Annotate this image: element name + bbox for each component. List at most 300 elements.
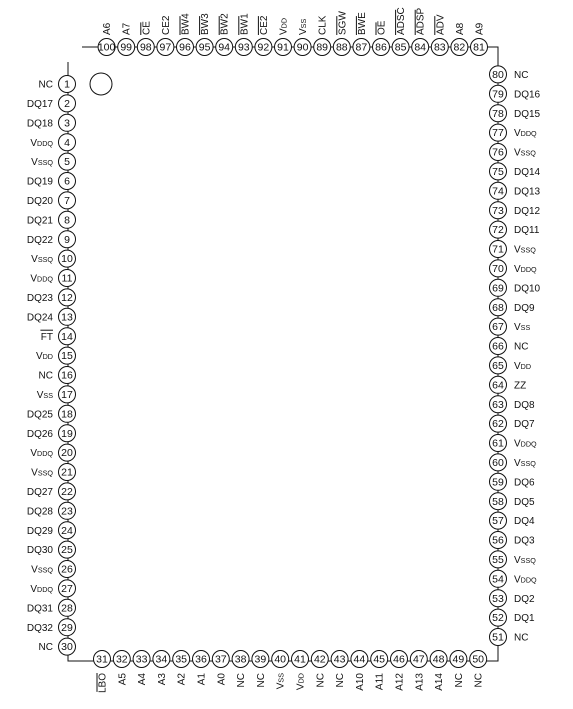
pin-64-number: 64 xyxy=(492,379,504,392)
pin-52-number: 52 xyxy=(492,612,504,625)
pin-71 xyxy=(490,241,537,258)
pin-92-label: CE2 xyxy=(258,15,270,35)
pin-33-number: 33 xyxy=(135,653,148,666)
pin-5-number: 5 xyxy=(64,156,70,169)
pin-62-label: DQ7 xyxy=(514,419,535,431)
pin-24-label: DQ29 xyxy=(26,525,53,537)
pin-17-label: VSS xyxy=(36,390,53,401)
pin-20 xyxy=(30,444,75,461)
pin-84-label: ADSP xyxy=(415,7,427,35)
pin-25 xyxy=(27,541,76,558)
pin-70-label: VDDQ xyxy=(514,264,537,275)
pin-44 xyxy=(351,651,368,691)
pin-3-label: DQ18 xyxy=(26,118,53,130)
pins-layer xyxy=(27,7,541,693)
pin-63 xyxy=(490,396,536,413)
pin-43-number: 43 xyxy=(333,653,346,666)
pin-85-number: 85 xyxy=(394,41,407,54)
pin-52-label: DQ1 xyxy=(514,613,535,625)
pin-90-label: VSS xyxy=(298,18,310,35)
pin-84 xyxy=(412,7,429,55)
pin-11 xyxy=(30,270,75,287)
pin-23 xyxy=(27,502,76,519)
pin-91 xyxy=(275,18,292,56)
pin-43 xyxy=(331,651,348,688)
pin-19-number: 19 xyxy=(61,427,73,440)
pin-48-label: A14 xyxy=(434,673,446,691)
pin-9-number: 9 xyxy=(64,233,70,246)
pin-4 xyxy=(30,134,75,151)
pin-74-label: DQ13 xyxy=(514,186,541,198)
pin-72-label: DQ11 xyxy=(514,225,540,237)
pin-44-label: A10 xyxy=(354,673,366,691)
pin-13-number: 13 xyxy=(61,311,73,324)
pin-76-number: 76 xyxy=(492,146,504,159)
pin-29 xyxy=(27,619,76,636)
pin-67-number: 67 xyxy=(492,321,504,334)
pin-92-number: 92 xyxy=(257,41,270,54)
pin-44-number: 44 xyxy=(353,653,366,666)
pin-39-label: NC xyxy=(255,673,267,688)
pin-68-number: 68 xyxy=(492,301,504,314)
pin-52 xyxy=(490,609,536,626)
pin-10-label: VSSQ xyxy=(31,254,53,266)
pin-18-number: 18 xyxy=(61,408,73,421)
pin-55-number: 55 xyxy=(492,554,504,566)
pin-30 xyxy=(39,638,76,655)
pin-96-number: 96 xyxy=(179,41,191,54)
pin-93 xyxy=(235,13,252,56)
pin-72-number: 72 xyxy=(492,224,504,237)
pin-36-label: A1 xyxy=(196,673,208,686)
pin-69 xyxy=(490,279,541,296)
pin-11-label: VDDQ xyxy=(30,273,53,285)
pin-85 xyxy=(392,7,409,55)
pin-11-number: 11 xyxy=(61,272,73,285)
pin-81-label: A9 xyxy=(474,22,486,35)
pin-33 xyxy=(133,651,150,686)
pin-17 xyxy=(37,386,76,403)
pin-13 xyxy=(27,308,76,325)
pin-3 xyxy=(27,114,76,131)
pin-60-number: 60 xyxy=(492,457,504,469)
pin-91-number: 91 xyxy=(277,41,289,54)
pin-64 xyxy=(490,376,527,393)
pin-95-label: BW3 xyxy=(200,13,212,35)
pin-95-number: 95 xyxy=(198,41,211,54)
pin-27-label: VDDQ xyxy=(30,584,53,595)
pin-59 xyxy=(490,473,536,490)
pin-10-number: 10 xyxy=(61,253,73,266)
pin-7-number: 7 xyxy=(64,195,70,207)
pin-82 xyxy=(451,22,468,55)
pin-13-label: DQ24 xyxy=(26,312,53,324)
pin-57-number: 57 xyxy=(492,515,504,528)
pin-82-label: A8 xyxy=(454,22,466,35)
pin-45 xyxy=(371,651,388,691)
pin-14-number: 14 xyxy=(61,330,73,343)
pin-87-number: 87 xyxy=(355,41,368,54)
pin-79 xyxy=(490,85,541,102)
pin-76 xyxy=(490,144,537,161)
pin-55-label: VSSQ xyxy=(514,555,536,566)
pin-4-number: 4 xyxy=(64,136,70,149)
pin-76-label: VSSQ xyxy=(514,147,536,159)
pin-21-label: VSSQ xyxy=(31,467,53,479)
pin-96 xyxy=(177,13,194,56)
pin-89 xyxy=(314,15,331,55)
pin-75 xyxy=(490,163,541,180)
pin-67-label: VSS xyxy=(514,322,531,334)
pin-77-label: VDDQ xyxy=(514,128,537,140)
pin-47 xyxy=(410,651,427,691)
pin-40 xyxy=(272,651,289,690)
pin-94-number: 94 xyxy=(218,41,231,54)
pin-78-label: DQ15 xyxy=(514,108,541,120)
pin-46-label: A12 xyxy=(394,673,406,691)
pin-51 xyxy=(490,629,529,646)
pin-90 xyxy=(294,19,311,56)
pin-65-number: 65 xyxy=(492,360,504,372)
pin-12-number: 12 xyxy=(61,292,73,304)
pin-28-label: DQ31 xyxy=(26,603,53,615)
pin-34-number: 34 xyxy=(155,653,168,666)
pin-61 xyxy=(490,435,538,452)
pin-80-label: NC xyxy=(514,70,529,81)
pin-69-label: DQ10 xyxy=(514,283,541,295)
pin-10 xyxy=(31,250,75,267)
pin-70 xyxy=(490,260,538,277)
pin-35-number: 35 xyxy=(175,653,188,666)
pin-18-label: DQ25 xyxy=(26,409,53,421)
pin-88 xyxy=(333,11,350,56)
pin-42-number: 42 xyxy=(313,653,326,666)
pin-9 xyxy=(27,231,76,248)
pin-8-number: 8 xyxy=(64,214,70,227)
pin-40-label: VSS xyxy=(275,673,287,690)
pin-22 xyxy=(27,483,76,500)
pin-54-label: VDDQ xyxy=(514,574,537,586)
pin-75-number: 75 xyxy=(492,166,504,178)
pin-67 xyxy=(490,318,531,335)
pin-49-number: 49 xyxy=(452,653,465,666)
pin-84-number: 84 xyxy=(414,41,427,54)
pin-36-number: 36 xyxy=(195,653,207,666)
pin-56 xyxy=(490,532,536,549)
pin-60 xyxy=(490,454,537,471)
pin-37 xyxy=(212,651,229,686)
pin-33-label: A4 xyxy=(137,673,149,686)
pin-22-label: DQ27 xyxy=(26,487,53,498)
pin-81-number: 81 xyxy=(473,41,485,54)
pin-63-number: 63 xyxy=(492,398,504,411)
pin-21 xyxy=(31,464,75,481)
pin-8 xyxy=(27,211,76,228)
pin-34-label: A3 xyxy=(156,673,168,686)
pin-1 xyxy=(39,76,76,93)
pin-94 xyxy=(216,13,233,56)
pin-50 xyxy=(470,651,487,688)
pin-73-number: 73 xyxy=(492,204,504,217)
pin-75-label: DQ14 xyxy=(514,167,541,178)
pin-27 xyxy=(30,580,75,597)
pin-90-number: 90 xyxy=(296,41,309,54)
pin-79-number: 79 xyxy=(492,88,504,101)
pin-39-number: 39 xyxy=(254,653,267,666)
pin-100 xyxy=(98,22,116,55)
pin-78-number: 78 xyxy=(492,107,504,120)
pin-57 xyxy=(490,512,536,529)
pin-86-label: OE xyxy=(376,20,388,35)
pin-61-label: VDDQ xyxy=(514,438,537,450)
pin-23-number: 23 xyxy=(61,505,73,518)
pin-73-label: DQ12 xyxy=(514,205,541,217)
pin-71-number: 71 xyxy=(492,243,504,256)
pin-81 xyxy=(471,22,488,55)
pin-8-label: DQ21 xyxy=(26,215,53,227)
pin-9-label: DQ22 xyxy=(26,234,53,246)
pin-82-number: 82 xyxy=(453,41,466,54)
pin-83 xyxy=(431,14,448,55)
pin-66 xyxy=(490,338,529,355)
pin-60-label: VSSQ xyxy=(514,458,536,469)
pin-2-number: 2 xyxy=(64,98,70,110)
pin-38-number: 38 xyxy=(234,653,247,666)
pin-62 xyxy=(490,415,536,432)
pin-53 xyxy=(490,590,536,607)
pin-88-number: 88 xyxy=(335,41,348,54)
pin-7-label: DQ20 xyxy=(26,196,53,207)
pin-2-label: DQ17 xyxy=(26,99,53,110)
pin-57-label: DQ4 xyxy=(514,516,535,528)
pin-5 xyxy=(31,153,75,170)
pin-87 xyxy=(353,12,370,56)
pin-14-label: FT xyxy=(40,331,53,343)
pin-53-number: 53 xyxy=(492,592,504,605)
pin-28 xyxy=(27,599,76,616)
pin-72 xyxy=(490,221,540,238)
pin-68 xyxy=(490,299,536,316)
pin-47-number: 47 xyxy=(412,653,425,666)
pin-16 xyxy=(39,367,76,384)
pin-47-label: A13 xyxy=(414,673,426,691)
pin-38-label: NC xyxy=(236,673,248,688)
pin-93-label: BW1 xyxy=(239,13,251,35)
pin-35-label: A2 xyxy=(176,673,188,686)
pin-35 xyxy=(173,651,190,686)
pin-80 xyxy=(490,66,529,83)
package-outline xyxy=(68,47,498,661)
pin-96-label: BW4 xyxy=(180,13,192,35)
pin-53-label: DQ2 xyxy=(514,593,535,605)
pin-98-number: 98 xyxy=(139,41,152,54)
pin-27-number: 27 xyxy=(61,583,73,595)
pin-99 xyxy=(118,22,135,55)
pin-3-number: 3 xyxy=(64,117,70,130)
pin-25-label: DQ30 xyxy=(26,545,53,557)
pin-25-number: 25 xyxy=(61,544,73,557)
pin-92 xyxy=(255,15,272,55)
pin-12 xyxy=(27,289,76,306)
pin-54-number: 54 xyxy=(492,573,504,586)
pin-83-number: 83 xyxy=(433,41,446,54)
pin-43-label: NC xyxy=(335,673,347,688)
pin-51-number: 51 xyxy=(492,631,504,644)
pin-51-label: NC xyxy=(514,632,529,644)
pin-42 xyxy=(311,651,328,688)
pin-1-label: NC xyxy=(38,79,53,91)
pin-93-number: 93 xyxy=(237,41,250,54)
pin-41-number: 41 xyxy=(294,653,306,666)
pin-48 xyxy=(430,651,447,691)
pin-14 xyxy=(40,328,75,345)
pin-32-number: 32 xyxy=(115,653,128,666)
pin-80-number: 80 xyxy=(492,69,504,81)
pin-39 xyxy=(252,651,269,688)
pin-78 xyxy=(490,105,541,122)
pin-19 xyxy=(27,425,76,442)
pin-18 xyxy=(27,405,76,422)
pin-97 xyxy=(157,15,174,55)
pin-20-label: VDDQ xyxy=(30,448,53,460)
pin-71-label: VSSQ xyxy=(514,244,536,256)
pin-41-label: VDD xyxy=(295,673,307,691)
pin-40-number: 40 xyxy=(274,653,287,666)
pin-89-number: 89 xyxy=(316,41,329,54)
pin-86 xyxy=(373,20,390,55)
pin-6-number: 6 xyxy=(64,175,70,188)
pin-30-number: 30 xyxy=(61,641,73,654)
pin-29-number: 29 xyxy=(61,621,73,634)
pin-23-label: DQ28 xyxy=(26,506,53,518)
pin-48-number: 48 xyxy=(432,653,445,666)
pin-45-number: 45 xyxy=(373,653,386,666)
pin-77-number: 77 xyxy=(492,127,504,140)
pin-55 xyxy=(490,551,537,568)
pin-22-number: 22 xyxy=(61,486,73,498)
pin-61-number: 61 xyxy=(492,437,504,450)
pin-16-label: NC xyxy=(38,370,53,382)
pin-85-label: ADSC xyxy=(396,7,408,35)
pin-4-label: VDDQ xyxy=(30,137,53,149)
pin-98 xyxy=(137,21,154,56)
pin-99-number: 99 xyxy=(120,41,133,54)
pin-6 xyxy=(27,173,76,190)
pin-56-number: 56 xyxy=(492,534,504,547)
pin-50-number: 50 xyxy=(472,653,485,666)
pin-49 xyxy=(450,651,467,688)
pin-12-label: DQ23 xyxy=(26,293,53,304)
pin-49-label: NC xyxy=(453,673,465,688)
pin-20-number: 20 xyxy=(61,447,73,460)
pin-59-label: DQ6 xyxy=(514,477,535,489)
pin-37-number: 37 xyxy=(214,653,227,666)
pin-7 xyxy=(27,192,76,209)
pin-64-label: ZZ xyxy=(514,380,527,392)
pin-77 xyxy=(490,124,538,141)
pin-32 xyxy=(113,651,130,686)
pin-73 xyxy=(490,202,541,219)
pin-29-label: DQ32 xyxy=(26,622,53,634)
pin-34 xyxy=(153,651,170,686)
pin-87-label: BWE xyxy=(356,12,368,35)
pin-74 xyxy=(490,182,541,199)
pin-37-label: A0 xyxy=(216,673,228,686)
pin-30-label: NC xyxy=(38,642,53,654)
pin-79-label: DQ16 xyxy=(514,89,541,101)
pin-58 xyxy=(490,493,536,510)
pin-32-label: A5 xyxy=(117,673,129,686)
pin-63-label: DQ8 xyxy=(514,399,535,411)
pin-28-number: 28 xyxy=(61,602,73,615)
pin-54 xyxy=(490,570,538,587)
pin-100-label: A6 xyxy=(102,22,114,35)
pin-74-number: 74 xyxy=(492,185,504,198)
pin-24 xyxy=(27,522,76,539)
pin-6-label: DQ19 xyxy=(26,176,53,188)
pin-65-label: VDD xyxy=(514,361,532,372)
pin-56-label: DQ3 xyxy=(514,535,535,547)
pin-62-number: 62 xyxy=(492,418,504,431)
pin-45-label: A11 xyxy=(374,673,386,691)
pin-24-number: 24 xyxy=(61,524,73,537)
pin-66-number: 66 xyxy=(492,340,504,353)
pin-17-number: 17 xyxy=(61,389,73,401)
pin-46-number: 46 xyxy=(393,653,405,666)
pin-69-number: 69 xyxy=(492,282,504,295)
pin-21-number: 21 xyxy=(61,466,73,479)
pin-50-label: NC xyxy=(473,673,485,688)
pin-94-label: BW2 xyxy=(219,13,231,35)
pin-36 xyxy=(193,651,210,686)
pin-91-label: VDD xyxy=(278,17,290,35)
pin-99-label: A7 xyxy=(121,22,133,35)
pin-70-number: 70 xyxy=(492,263,504,275)
pin-41 xyxy=(292,651,309,691)
pin-26 xyxy=(31,561,75,578)
pin-15 xyxy=(36,347,76,364)
pin-83-label: ADV xyxy=(435,14,447,35)
pin-31-number: 31 xyxy=(96,653,108,666)
pin-97-number: 97 xyxy=(159,41,172,54)
pin-89-label: CLK xyxy=(317,15,329,35)
pin-42-label: NC xyxy=(315,673,327,688)
pin-58-number: 58 xyxy=(492,495,504,508)
pin-68-label: DQ9 xyxy=(514,302,535,314)
pin-5-label: VSSQ xyxy=(31,157,53,169)
pin-2 xyxy=(27,95,76,112)
pin-26-label: VSSQ xyxy=(31,564,53,576)
pin-38 xyxy=(232,651,249,688)
pin-16-number: 16 xyxy=(61,369,73,382)
pin-100-number: 100 xyxy=(97,41,116,54)
pin-65 xyxy=(490,357,532,374)
pin-1-number: 1 xyxy=(64,78,70,91)
pin-88-label: SGW xyxy=(337,11,349,35)
pin-59-number: 59 xyxy=(492,476,504,489)
pin-95 xyxy=(196,13,213,56)
pin-58-label: DQ5 xyxy=(514,496,535,508)
pin-31-label: LBO xyxy=(97,673,109,694)
pin-31 xyxy=(94,651,111,694)
pin-15-label: VDD xyxy=(35,351,53,363)
pin-19-label: DQ26 xyxy=(26,428,53,440)
pin-86-number: 86 xyxy=(375,41,387,54)
pin-66-label: NC xyxy=(514,341,529,353)
pin-15-number: 15 xyxy=(61,350,73,363)
pin-26-number: 26 xyxy=(61,563,73,576)
pin-98-label: CE xyxy=(141,21,153,35)
